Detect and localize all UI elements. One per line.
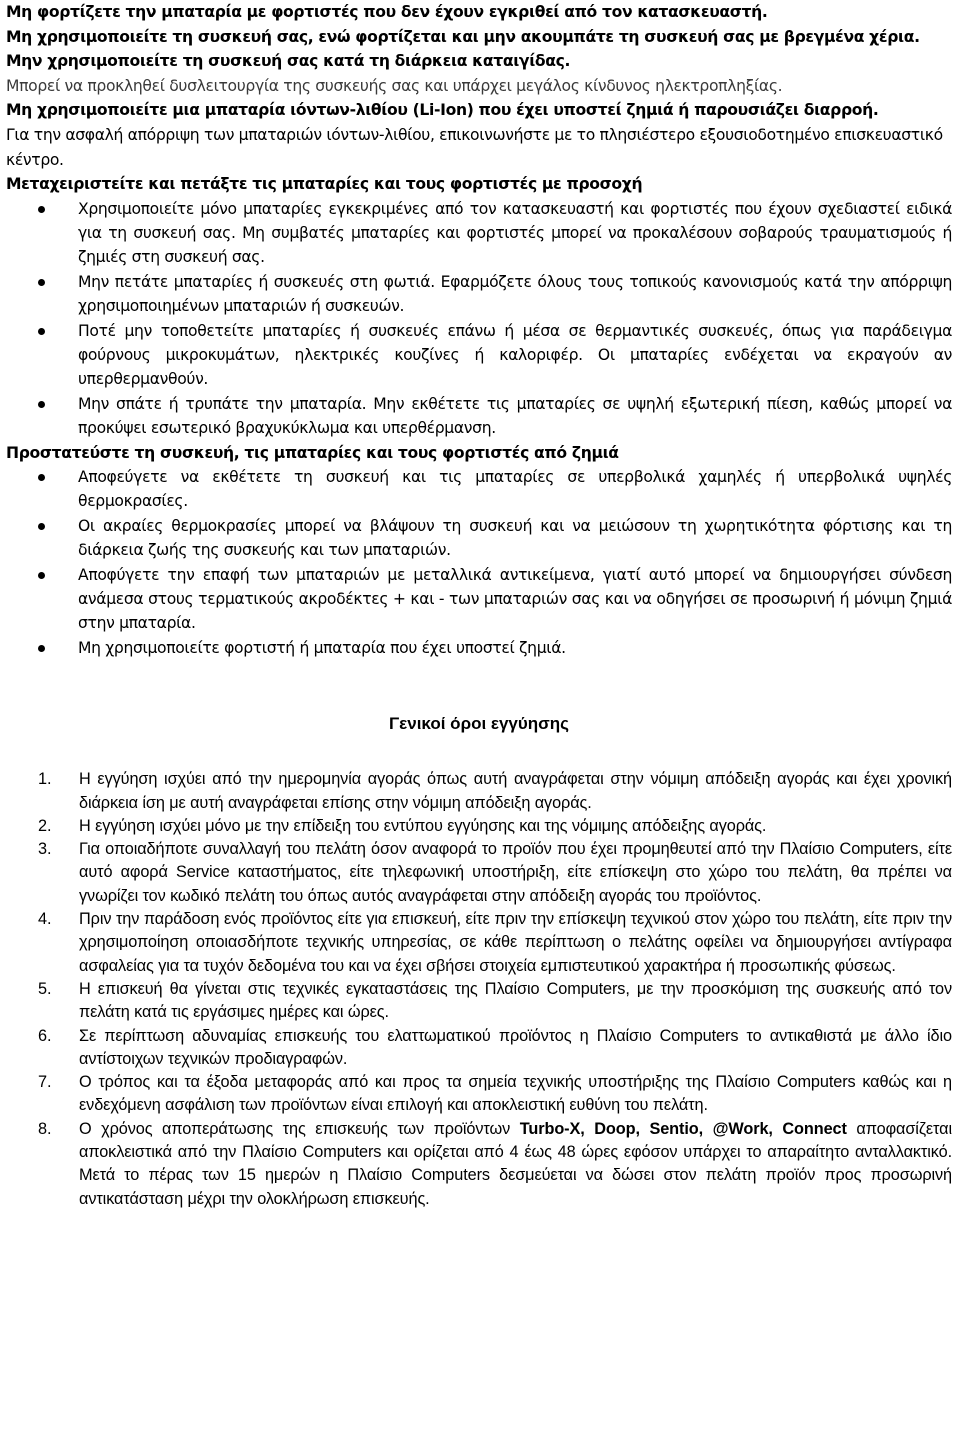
term-text: Πριν την παράδοση ενός προϊόντος είτε για επισκευή, είτε πριν την επίσκεψη τεχνικού στον χώρο του πελάτη, είτε πριν την χρησιμοποίηση οποιασδήποτε τεχνικής υπηρεσίας, σε κάθε περίπτωση ο πελάτης οφείλει να δημιουργήσει αντίγραφα ασφαλείας για τα τυχόν δεδομένα του και να έχει σβήσει στοιχεία εμπιστευτικού χαρακτήρα ή προσωπικής φύσεως. [79, 910, 952, 975]
term-text: Η εγγύηση ισχύει μόνο με την επίδειξη του εντύπου εγγύησης και της νόμιμης απόδειξης αγοράς. [79, 816, 767, 835]
list-item [6, 270, 952, 319]
bullet-list [6, 197, 952, 441]
list-item-text: Μην πετάτε μπαταρίες ή συσκευές στη φωτιά. Εφαρμόζετε όλους τους τοπικούς κανονισμούς κατά την απόρριψη χρησιμοποιημένων μπαταριών ή συσκευών. [78, 272, 952, 316]
bullet-icon [38, 523, 45, 530]
term-text: Ο τρόπος και τα έξοδα μεταφοράς από και προς τα σημεία τεχνικής υποστήριξης της Πλαίσιο Computers καθώς και η ενδεχόμενη ασφάλιση των προϊόντων είναι επιλογή και αποκλειστική ευθύνη του πελάτη. [79, 1073, 952, 1115]
paragraph-storm-warning: Μην χρησιμοποιείτε τη συσκευή σας κατά τη διάρκεια καταιγίδας. [6, 52, 571, 71]
warranty-term [6, 908, 952, 978]
term-number: 6. [38, 1026, 52, 1045]
term-number: 5. [38, 979, 52, 998]
warranty-title: Γενικοί όροι εγγύησης [388, 714, 570, 734]
bullet-icon [38, 645, 45, 652]
term-text: Η επισκευή θα γίνεται στις τεχνικές εγκαταστάσεις της Πλαίσιο Computers, με την προσκόμιση της συσκευής από τον πελάτη κατά τις εργάσιμες ημέρες και ώρες. [79, 979, 952, 1022]
term-number: 3. [38, 840, 52, 859]
bullet-icon [38, 328, 45, 335]
warranty-term [6, 1071, 952, 1118]
term-number: 2. [38, 816, 52, 835]
list-item-text: Ποτέ μην τοποθετείτε μπαταρίες ή συσκευές επάνω ή μέσα σε θερμαντικές συσκευές, όπως για παράδειγμα φούρνους μικροκυμάτων, ηλεκτρικές κουζίνες ή καλοριφέρ. Οι μπαταρίες ενδέχεται να εκραγούν αν υπερθερμανθούν. [78, 321, 952, 389]
term-number: 8. [38, 1119, 52, 1138]
section-protect-device [6, 441, 952, 661]
list-item [6, 514, 952, 563]
product-brands: Turbo-X, Doop, Sentio, @Work, Connect [519, 1119, 847, 1138]
bullet-icon [38, 206, 45, 213]
list-item [6, 197, 952, 270]
bullet-icon [38, 474, 45, 481]
paragraph-wet-hands-warning: Μη χρησιμοποιείτε τη συσκευή σας, ενώ φορτίζεται και μην ακουμπάτε τη συσκευή σας με βρεγμένα χέρια. [6, 27, 920, 46]
warranty-term [6, 815, 952, 838]
paragraph-damaged-battery: Μη χρησιμοποιείτε μια μπαταρία ιόντων-λιθίου (Li-Ion) που έχει υποστεί ζημιά ή παρουσιάζει διαρροή. [6, 101, 879, 120]
list-item [6, 392, 952, 441]
term-text: Για οποιαδήποτε συναλλαγή του πελάτη όσον αναφορά το προϊόν που έχει προμηθευτεί από την Πλαίσιο Computers, είτε αυτό αφορά Service καταστήματος, είτε τηλεφωνική υποστήριξη, είτε επίσκεψη στο χώρο του πελάτη, θα πρέπει να γνωρίζει τον κωδικό πελάτη του όπως αυτός αναγράφεται στην απόδειξη αγοράς του προϊόντος. [79, 840, 952, 905]
term-number: 4. [38, 910, 52, 929]
list-item-text: Αποφύγετε την επαφή των μπαταριών με μεταλλικά αντικείμενα, γιατί αυτό μπορεί να δημιουργήσει σύνδεση ανάμεσα στους τερματικούς ακροδέκτες + και - των μπαταριών σας και να οδηγήσει σε προσωρινή ή μόνιμη ζημιά στην μπαταρία. [78, 565, 952, 633]
paragraph-electrocution-risk: Μπορεί να προκληθεί δυσλειτουργία της συσκευής σας και υπάρχει μεγάλος κίνδυνος ηλεκτροπληξίας. [6, 76, 783, 95]
section-heading: Μεταχειριστείτε και πετάξτε τις μπαταρίες και τους φορτιστές με προσοχή [6, 175, 643, 194]
bullet-list [6, 465, 952, 660]
warranty-terms-list [6, 768, 952, 1211]
paragraph-disposal: Για την ασφαλή απόρριψη των μπαταριών ιόντων-λιθίου, επικοινωνήστε με το πλησιέστερο εξουσιοδοτημένο επισκευαστικό κέντρο. [6, 125, 943, 169]
term-text-pre: Ο χρόνος αποπεράτωσης της επισκευής των προϊόντων [79, 1119, 520, 1138]
list-item [6, 636, 952, 660]
term-number: 1. [38, 770, 52, 789]
list-item [6, 465, 952, 514]
term-text: Η εγγύηση ισχύει από την ημερομηνία αγοράς όπως αυτή αναγράφεται στην νόμιμη απόδειξη αγοράς και έχει χρονική διάρκεια ίση με αυτή αναγράφεται επίσης στην νόμιμη απόδειξη αγοράς. [79, 770, 952, 812]
paragraph-charger-warning: Μη φορτίζετε την μπαταρία με φορτιστές που δεν έχουν εγκριθεί από τον κατασκευαστή. [6, 3, 768, 21]
warranty-term [6, 768, 952, 815]
term-text-post: αποφασίζεται αποκλειστικά από την Πλαίσιο Computers και ορίζεται από 4 έως 48 ώρες εφόσον υπάρχει το απαραίτητο ανταλλακτικό. Μετά το πέρας των 15 ημερών η Πλαίσιο Computers δεσμεύεται να δώσει στον πελάτη προϊόν προς προσωρινή αντικατάσταση μέχρι την ολοκλήρωση επισκευής. [79, 1119, 952, 1208]
warranty-term [6, 978, 952, 1025]
list-item-text: Χρησιμοποιείτε μόνο μπαταρίες εγκεκριμένες από τον κατασκευαστή και φορτιστές που έχουν σχεδιαστεί ειδικά για τη συσκευή σας. Μη συμβατές μπαταρίες και φορτιστές μπορεί να προκαλέσουν σοβαρούς τραυματισμούς ή ζημιές στη συσκευή σας. [78, 199, 952, 267]
bullet-icon [38, 572, 45, 579]
list-item-text: Μη χρησιμοποιείτε φορτιστή ή μπαταρία που έχει υποστεί ζημιά. [78, 638, 566, 657]
list-item-text: Αποφεύγετε να εκθέτετε τη συσκευή και τις μπαταρίες σε υπερβολικά χαμηλές ή υπερβολικά υψηλές θερμοκρασίες. [78, 468, 952, 511]
list-item-text: Μην σπάτε ή τρυπάτε την μπαταρία. Μην εκθέτετε τις μπαταρίες σε υψηλή εξωτερική πίεση, καθώς μπορεί να προκύψει εσωτερικό βραχυκύκλωμα και υπερθέρμανση. [78, 394, 952, 438]
safety-paragraphs [6, 0, 952, 172]
bullet-icon [38, 401, 45, 408]
warranty-term [6, 1025, 952, 1072]
list-item-text: Οι ακραίες θερμοκρασίες μπορεί να βλάψουν τη συσκευή και να μειώσουν τη χωρητικότητα φόρτισης και τη διάρκεια ζωής της συσκευής και των μπαταριών. [78, 516, 952, 560]
bullet-icon [38, 279, 45, 286]
term-number: 7. [38, 1073, 52, 1092]
section-heading: Προστατεύστε τη συσκευή, τις μπαταρίες και τους φορτιστές από ζημιά [6, 443, 619, 462]
term-text: Σε περίπτωση αδυναμίας επισκευής του ελαττωματικού προϊόντος η Πλαίσιο Computers το αντικαθιστά με άλλο ίδιο αντίστοιχων τεχνικών προδιαγραφών. [79, 1026, 952, 1068]
section-handle-batteries [6, 172, 952, 440]
warranty-term [6, 1118, 952, 1211]
list-item [6, 319, 952, 392]
list-item [6, 563, 952, 636]
warranty-term [6, 838, 952, 908]
